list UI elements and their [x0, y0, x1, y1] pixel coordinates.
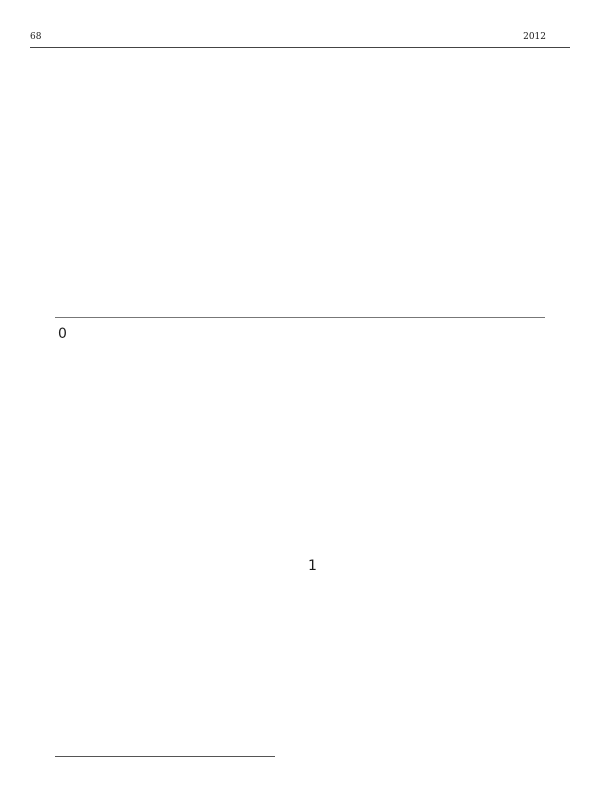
- left-column-para-2: [55, 623, 315, 748]
- section-number: 1: [308, 558, 317, 574]
- classification-line: [92, 299, 512, 312]
- article-title: [30, 84, 570, 118]
- footnote-rule: [55, 756, 275, 757]
- running-header: [515, 32, 570, 42]
- section-heading-1: [308, 558, 331, 574]
- keywords: [92, 284, 512, 297]
- right-column-para-1: [302, 326, 562, 552]
- footnote-dates: [55, 760, 555, 770]
- section-heading-intro: [58, 326, 81, 342]
- abstract-rule: [55, 317, 545, 318]
- abstract: [92, 182, 512, 282]
- left-column-para-1: [55, 351, 315, 621]
- header-rule: [30, 47, 570, 48]
- journal-year: 2012: [523, 32, 546, 42]
- section-number: 0: [58, 326, 67, 342]
- right-column-para-2: [302, 582, 562, 752]
- footnote-author: [55, 774, 555, 784]
- page-number: 68: [30, 32, 42, 42]
